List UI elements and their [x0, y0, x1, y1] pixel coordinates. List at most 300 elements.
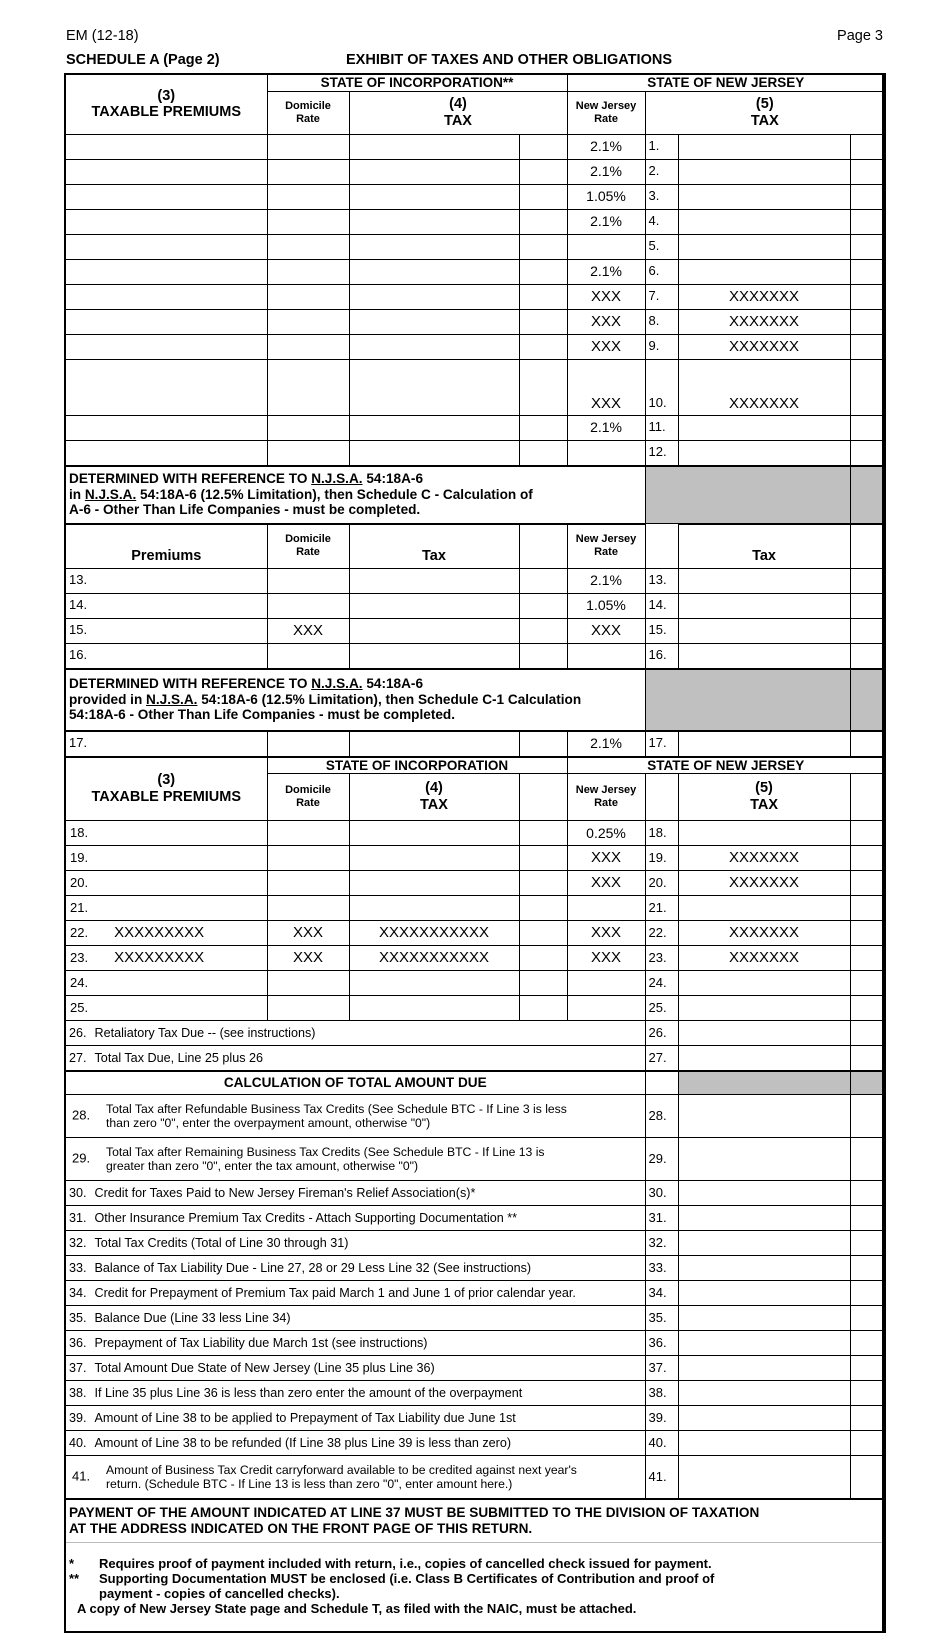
incorporation-tax-cents-cell[interactable]: [519, 568, 567, 593]
premiums-cell[interactable]: [65, 359, 267, 415]
calculation-header: CALCULATION OF TOTAL AMOUNT DUE: [65, 1071, 645, 1095]
incorporation-tax-cents-cell[interactable]: [519, 643, 567, 669]
premiums-cell[interactable]: [65, 921, 267, 946]
nj-tax-cents-cell[interactable]: [850, 159, 885, 184]
amount-cents-cell[interactable]: [850, 1306, 885, 1331]
nj-rate-cell: 2.1%: [567, 259, 645, 284]
col3-number-2: (3): [157, 772, 176, 789]
shaded-block: [678, 1071, 850, 1095]
incorporation-tax-cell[interactable]: [349, 643, 519, 669]
nj-tax-cell[interactable]: [678, 896, 850, 921]
amount-cents-cell[interactable]: [850, 1356, 885, 1381]
domicile-rate-cell[interactable]: [267, 309, 349, 334]
line-text: Amount of Line 38 to be applied to Prepayment of Tax Liability due June 1st: [94, 1410, 516, 1425]
col5-cents-header-2: [850, 774, 885, 821]
nj-tax-cell[interactable]: [678, 996, 850, 1021]
section-a-line2: in N.J.S.A. 54:18A-6 (12.5% Limitation), then Schedule C - Calculation of: [69, 486, 533, 502]
amount-cell[interactable]: [678, 1331, 850, 1356]
nj-tax-cell[interactable]: [678, 971, 850, 996]
incorporation-tax-cents-cell[interactable]: [519, 415, 567, 440]
amount-cell[interactable]: [678, 1181, 850, 1206]
premiums-cell[interactable]: [65, 334, 267, 359]
col5-label: TAX: [750, 112, 779, 129]
premiums-cell[interactable]: [65, 846, 267, 871]
nj-tax-cell[interactable]: [678, 440, 850, 466]
line-number: 10.: [645, 359, 678, 415]
incorporation-tax-cell[interactable]: [349, 159, 519, 184]
tax-cents-header-2: [519, 524, 567, 569]
incorporation-tax-cell[interactable]: [349, 871, 519, 896]
page-header: [66, 28, 883, 44]
incorporation-tax-cell[interactable]: [349, 971, 519, 996]
nj-tax-cell[interactable]: [678, 234, 850, 259]
nj-tax-cents-cell[interactable]: [850, 593, 885, 618]
domicile-rate-cell[interactable]: XXX: [267, 618, 349, 643]
incorporation-tax-cents-cell[interactable]: [519, 971, 567, 996]
nj-tax-cell[interactable]: [678, 134, 850, 159]
premiums-header: Premiums: [65, 524, 267, 569]
premiums-cell[interactable]: [65, 946, 267, 971]
premiums-cell[interactable]: [65, 971, 267, 996]
nj-tax-cell[interactable]: XXXXXXX: [678, 309, 850, 334]
line-number-header-2: [645, 524, 678, 569]
domicile-rate-cell[interactable]: [267, 259, 349, 284]
domicile-rate-cell[interactable]: [267, 334, 349, 359]
line-number: 6.: [645, 259, 678, 284]
amount-cell[interactable]: [678, 1206, 850, 1231]
schedule-title-bar: [66, 52, 883, 70]
table-row: [65, 184, 885, 209]
line-number-right: 15.: [645, 618, 678, 643]
domicile-rate-cell[interactable]: [267, 821, 349, 846]
incorporation-tax-cell[interactable]: [349, 440, 519, 466]
nj-tax-cents-cell[interactable]: [850, 846, 885, 871]
line-number: 23.: [70, 950, 89, 966]
nj-tax-cell[interactable]: XXXXXXX: [678, 946, 850, 971]
domicile-rate-cell[interactable]: XXX: [267, 921, 349, 946]
incorporation-tax-cell[interactable]: [349, 896, 519, 921]
amount-cell[interactable]: [678, 1381, 850, 1406]
line-text-1: Total Tax after Remaining Business Tax Credits (See Schedule BTC - If Line 13 is: [106, 1145, 545, 1159]
nj-tax-cents-cell[interactable]: [850, 440, 885, 466]
line-number: 35.: [69, 1310, 87, 1325]
footnote-1-text: Requires proof of payment included with return, i.e., copies of cancelled check issued for payment.: [99, 1556, 712, 1572]
premiums-cell[interactable]: [65, 821, 267, 846]
table-row: [65, 309, 885, 334]
line-number-right: 16.: [645, 643, 678, 669]
col3-number: (3): [157, 87, 176, 104]
nj-tax-cents-cell[interactable]: [850, 946, 885, 971]
nj-tax-cell[interactable]: [678, 568, 850, 593]
nj-rate-cell: XXX: [567, 284, 645, 309]
line-number-right: 14.: [645, 593, 678, 618]
amount-cents-cell[interactable]: [850, 1206, 885, 1231]
nj-rate-cell: [567, 971, 645, 996]
domicile-rate-cell[interactable]: [267, 643, 349, 669]
domicile-rate-cell[interactable]: [267, 134, 349, 159]
nj-tax-cell[interactable]: XXXXXXX: [678, 284, 850, 309]
nj-tax-cents-cell[interactable]: [850, 284, 885, 309]
amount-cents-cell[interactable]: [850, 1095, 885, 1138]
nj-tax-cents-cell[interactable]: [850, 643, 885, 669]
schedule-label: SCHEDULE A (Page 2): [66, 52, 220, 68]
incorporation-tax-cents-cell[interactable]: [519, 593, 567, 618]
incorporation-tax-cell[interactable]: [349, 359, 519, 415]
nj-rate-cell: XXX: [567, 846, 645, 871]
calc-header-linenum-spacer: [645, 1071, 678, 1095]
nj-tax-cell[interactable]: [678, 643, 850, 669]
incorporation-tax-cents-cell[interactable]: [519, 159, 567, 184]
line-number-right: 19.: [645, 846, 678, 871]
nj-tax-cell[interactable]: [678, 821, 850, 846]
line-text-1: Amount of Business Tax Credit carryforward available to be credited against next year's: [106, 1463, 577, 1477]
table-row: [65, 821, 885, 846]
table-row: [65, 209, 885, 234]
domicile-rate-cell[interactable]: [267, 209, 349, 234]
nj-rate-cell: [567, 896, 645, 921]
incorporation-tax-cents-cell[interactable]: [519, 731, 567, 757]
section-a-line1: DETERMINED WITH REFERENCE TO N.J.S.A. 54:18A-6: [69, 471, 424, 487]
amount-cents-cell[interactable]: [850, 1138, 885, 1181]
line-number-right: 13.: [645, 568, 678, 593]
domicile-rate-cell[interactable]: [267, 440, 349, 466]
nj-tax-header-2: Tax: [678, 524, 850, 569]
line-number: 41.: [72, 1468, 91, 1484]
line-text: Amount of Line 38 to be refunded (If Line 38 plus Line 39 is less than zero): [94, 1435, 512, 1450]
nj-tax-cents-cell[interactable]: [850, 259, 885, 284]
nj-tax-cell[interactable]: XXXXXXX: [678, 359, 850, 415]
domicile-rate-cell[interactable]: [267, 568, 349, 593]
incorporation-tax-cents-cell[interactable]: [519, 234, 567, 259]
domicile-rate-cell[interactable]: [267, 593, 349, 618]
col5-header-2: [678, 774, 850, 821]
nj-tax-cell[interactable]: [678, 184, 850, 209]
shaded-block-cents: [850, 669, 885, 731]
nj-tax-cents-cell[interactable]: [850, 971, 885, 996]
amount-cell[interactable]: [678, 1306, 850, 1331]
amount-cents-cell[interactable]: [850, 1331, 885, 1356]
nj-tax-cell[interactable]: [678, 209, 850, 234]
incorporation-tax-cents-cell[interactable]: [519, 209, 567, 234]
incorporation-tax-cell[interactable]: [349, 821, 519, 846]
nj-tax-cents-cell[interactable]: [850, 618, 885, 643]
col3-header-2: [65, 757, 267, 821]
domicile-rate-cell[interactable]: [267, 359, 349, 415]
col5-header: [645, 91, 885, 134]
line-number-right: 29.: [645, 1138, 678, 1181]
line-number: 32.: [69, 1235, 87, 1250]
col5-number-2: (5): [755, 780, 773, 797]
domicile-rate-cell[interactable]: [267, 731, 349, 757]
nj-tax-cents-cell[interactable]: [850, 921, 885, 946]
nj-tax-cell[interactable]: [678, 618, 850, 643]
line-description: [65, 1431, 645, 1456]
amount-cell[interactable]: [678, 1356, 850, 1381]
line-description: [65, 1138, 645, 1181]
table-row: [65, 1021, 885, 1046]
incorporation-tax-cell[interactable]: [349, 846, 519, 871]
incorporation-tax-cents-cell[interactable]: [519, 921, 567, 946]
nj-tax-cents-cell[interactable]: [850, 309, 885, 334]
amount-cents-cell[interactable]: [850, 1021, 885, 1046]
amount-cents-cell[interactable]: [850, 1281, 885, 1306]
incorporation-tax-cell[interactable]: [349, 996, 519, 1021]
nj-tax-cents-cell[interactable]: [850, 996, 885, 1021]
premiums-cell[interactable]: [65, 184, 267, 209]
col4-label: TAX: [444, 112, 472, 129]
amount-cents-cell[interactable]: [850, 1181, 885, 1206]
amount-cell[interactable]: [678, 1138, 850, 1181]
incorporation-tax-cents-cell[interactable]: [519, 618, 567, 643]
nj-tax-cents-cell[interactable]: [850, 568, 885, 593]
nj-rate-cell: XXX: [567, 871, 645, 896]
line-number-right: 36.: [645, 1331, 678, 1356]
amount-cents-cell[interactable]: [850, 1256, 885, 1281]
domicile-rate-cell[interactable]: [267, 415, 349, 440]
line-number-right: 30.: [645, 1181, 678, 1206]
incorporation-tax-cents-cell[interactable]: [519, 184, 567, 209]
incorporation-tax-cents-cell[interactable]: [519, 896, 567, 921]
footnote-1: [69, 1557, 881, 1572]
line-text: Other Insurance Premium Tax Credits - Attach Supporting Documentation **: [94, 1210, 518, 1225]
domicile-rate-cell[interactable]: [267, 284, 349, 309]
nj-rate-line1: New Jersey: [575, 533, 637, 546]
incorporation-tax-cell[interactable]: XXXXXXXXXXX: [349, 921, 519, 946]
incorporation-tax-cell[interactable]: XXXXXXXXXXX: [349, 946, 519, 971]
nj-rate-cell: 2.1%: [567, 159, 645, 184]
premiums-cell[interactable]: [65, 896, 267, 921]
nj-rate-header-3: [567, 774, 645, 821]
nj-tax-cents-cell[interactable]: [850, 334, 885, 359]
line-text: Total Tax Credits (Total of Line 30 through 31): [94, 1235, 349, 1250]
premiums-cell[interactable]: [65, 284, 267, 309]
incorporation-tax-cell[interactable]: [349, 209, 519, 234]
line-number-right: 25.: [645, 996, 678, 1021]
col4-number: (4): [449, 95, 467, 112]
line-number-right: 17.: [645, 731, 678, 757]
incorporation-tax-cents-cell[interactable]: [519, 334, 567, 359]
incorporation-tax-cents-cell[interactable]: [519, 309, 567, 334]
incorporation-tax-cell[interactable]: [349, 334, 519, 359]
section-b-line3: 54:18A-6 - Other Than Life Companies - must be completed.: [69, 707, 455, 723]
amount-cents-cell[interactable]: [850, 1381, 885, 1406]
footnotes: [65, 1543, 885, 1633]
incorporation-tax-cell[interactable]: [349, 593, 519, 618]
section-b-line1: DETERMINED WITH REFERENCE TO N.J.S.A. 54:18A-6: [69, 676, 424, 692]
domicile-rate-cell[interactable]: [267, 971, 349, 996]
shaded-block: [645, 669, 850, 731]
domicile-rate-cell[interactable]: [267, 234, 349, 259]
premiums-cell[interactable]: [65, 415, 267, 440]
premiums-cell[interactable]: [65, 871, 267, 896]
domicile-rate-cell[interactable]: [267, 846, 349, 871]
domicile-rate-cell[interactable]: XXX: [267, 946, 349, 971]
line-text-2: than zero "0", enter the overpayment amount, otherwise "0"): [106, 1116, 431, 1131]
nj-tax-cents-cell[interactable]: [850, 134, 885, 159]
premiums-cell[interactable]: [65, 440, 267, 466]
nj-tax-cell[interactable]: XXXXXXX: [678, 846, 850, 871]
incorporation-tax-cents-cell[interactable]: [519, 821, 567, 846]
amount-cents-cell[interactable]: [850, 1231, 885, 1256]
line-number-right: 18.: [645, 821, 678, 846]
table-row: [65, 415, 885, 440]
line-number-right: 41.: [645, 1456, 678, 1500]
amount-cell[interactable]: [678, 1256, 850, 1281]
domicile-rate-line2: Rate: [296, 797, 320, 810]
line-number: 17.: [65, 731, 267, 757]
nj-tax-cell[interactable]: XXXXXXX: [678, 334, 850, 359]
col5-number: (5): [755, 95, 774, 112]
amount-cell[interactable]: [678, 1406, 850, 1431]
premiums-cell[interactable]: [65, 234, 267, 259]
nj-rate-cell: 2.1%: [567, 415, 645, 440]
domicile-rate-cell[interactable]: [267, 871, 349, 896]
premiums-cell[interactable]: [65, 159, 267, 184]
domicile-rate-cell[interactable]: [267, 896, 349, 921]
incorporation-tax-cell[interactable]: [349, 259, 519, 284]
incorporation-tax-cell[interactable]: [349, 184, 519, 209]
nj-rate-cell: XXX: [567, 921, 645, 946]
tax-header-2: Tax: [349, 524, 519, 569]
amount-cell[interactable]: [678, 1021, 850, 1046]
nj-tax-cents-cell[interactable]: [850, 209, 885, 234]
section-a-text: [65, 466, 645, 524]
incorporation-tax-cents-cell[interactable]: [519, 259, 567, 284]
line-number: 40.: [69, 1435, 87, 1450]
line-number-right: 37.: [645, 1356, 678, 1381]
nj-rate-header: New Jersey Rate: [567, 91, 645, 134]
nj-tax-cents-cell[interactable]: [850, 821, 885, 846]
incorporation-tax-cents-cell[interactable]: [519, 871, 567, 896]
line-number: 16.: [65, 643, 267, 669]
line-description: [65, 1456, 645, 1500]
incorporation-tax-cents-cell[interactable]: [519, 134, 567, 159]
table-row: [65, 440, 885, 466]
incorporation-tax-cents-cell[interactable]: [519, 846, 567, 871]
incorporation-tax-cell[interactable]: [349, 415, 519, 440]
premiums-cell[interactable]: [65, 134, 267, 159]
incorporation-tax-cents-cell[interactable]: [519, 946, 567, 971]
table-row: [65, 1456, 885, 1500]
amount-cell[interactable]: [678, 1046, 850, 1072]
nj-tax-cell[interactable]: [678, 159, 850, 184]
incorporation-tax-cell[interactable]: [349, 618, 519, 643]
nj-tax-cents-cell[interactable]: [850, 359, 885, 415]
table-row: [65, 1431, 885, 1456]
exhibit-table: [64, 73, 886, 1633]
table-row: [65, 971, 885, 996]
section-b-banner: [65, 669, 885, 731]
line-number: 8.: [645, 309, 678, 334]
domicile-rate-line2: Rate: [296, 546, 320, 559]
nj-tax-cell[interactable]: [678, 415, 850, 440]
line-number: 12.: [645, 440, 678, 466]
premiums-cell[interactable]: [65, 259, 267, 284]
incorporation-tax-cell[interactable]: [349, 568, 519, 593]
page-number: Page 3: [837, 28, 883, 44]
amount-cell[interactable]: [678, 1456, 850, 1500]
table-row: [65, 159, 885, 184]
nj-tax-cents-cell[interactable]: [850, 731, 885, 757]
nj-rate-cell: XXX: [567, 309, 645, 334]
nj-tax-cents-cell[interactable]: [850, 184, 885, 209]
premiums-cell[interactable]: [65, 209, 267, 234]
table-row: [65, 643, 885, 669]
table-row: [65, 259, 885, 284]
nj-tax-cents-cell[interactable]: [850, 415, 885, 440]
table-row: [65, 1381, 885, 1406]
amount-cell[interactable]: [678, 1095, 850, 1138]
nj-tax-cents-cell[interactable]: [850, 896, 885, 921]
amount-cents-cell[interactable]: [850, 1406, 885, 1431]
incorporation-tax-cell[interactable]: [349, 234, 519, 259]
state-of-new-jersey-header-2: STATE OF NEW JERSEY: [567, 757, 885, 774]
premiums-cell[interactable]: [65, 996, 267, 1021]
domicile-rate-cell[interactable]: [267, 184, 349, 209]
domicile-rate-cell[interactable]: [267, 159, 349, 184]
line-number-right: 27.: [645, 1046, 678, 1072]
table-row: [65, 1206, 885, 1231]
incorporation-tax-cell[interactable]: [349, 309, 519, 334]
domicile-rate-line1: Domicile: [285, 533, 331, 546]
nj-tax-cell[interactable]: XXXXXXX: [678, 871, 850, 896]
line-number: 24.: [70, 975, 89, 991]
incorporation-tax-cell[interactable]: [349, 731, 519, 757]
amount-cents-cell[interactable]: [850, 1456, 885, 1500]
incorporation-tax-cents-cell[interactable]: [519, 359, 567, 415]
nj-tax-cell[interactable]: [678, 593, 850, 618]
line-text-2: return. (Schedule BTC - If Line 13 is less than zero "0", enter amount here.): [106, 1477, 513, 1492]
domicile-rate-cell[interactable]: [267, 996, 349, 1021]
nj-tax-cell[interactable]: [678, 259, 850, 284]
nj-tax-cell[interactable]: [678, 731, 850, 757]
nj-tax-cents-cell[interactable]: [850, 234, 885, 259]
nj-rate-cell: [567, 996, 645, 1021]
table-head-2-row: [65, 524, 885, 569]
line-number: 30.: [69, 1185, 87, 1200]
amount-cell[interactable]: [678, 1281, 850, 1306]
line-number: 19.: [70, 850, 89, 866]
incorporation-tax-cents-cell[interactable]: [519, 440, 567, 466]
nj-rate-cell: 1.05%: [567, 593, 645, 618]
table-row: [65, 1231, 885, 1256]
amount-cell[interactable]: [678, 1231, 850, 1256]
amount-cell[interactable]: [678, 1431, 850, 1456]
nj-tax-cents-header-2: [850, 524, 885, 569]
incorporation-tax-cents-cell[interactable]: [519, 996, 567, 1021]
amount-cents-cell[interactable]: [850, 1046, 885, 1072]
nj-rate-cell: [567, 440, 645, 466]
line-description: [65, 1381, 645, 1406]
incorporation-tax-cell[interactable]: [349, 284, 519, 309]
nj-rate-cell: XXX: [567, 359, 645, 415]
table-row: [65, 1406, 885, 1431]
nj-tax-cell[interactable]: XXXXXXX: [678, 921, 850, 946]
payment-statement: [65, 1499, 885, 1543]
incorporation-tax-cents-cell[interactable]: [519, 284, 567, 309]
section-b-text: [65, 669, 645, 731]
premiums-value: XXXXXXXXX: [114, 924, 205, 942]
table-row: [65, 593, 885, 618]
nj-rate-line2: Rate: [594, 546, 618, 559]
line-description: [65, 1021, 645, 1046]
amount-cents-cell[interactable]: [850, 1431, 885, 1456]
table-row: [65, 1181, 885, 1206]
incorporation-tax-cell[interactable]: [349, 134, 519, 159]
nj-tax-cents-cell[interactable]: [850, 871, 885, 896]
premiums-cell[interactable]: [65, 309, 267, 334]
line-number-right: 22.: [645, 921, 678, 946]
